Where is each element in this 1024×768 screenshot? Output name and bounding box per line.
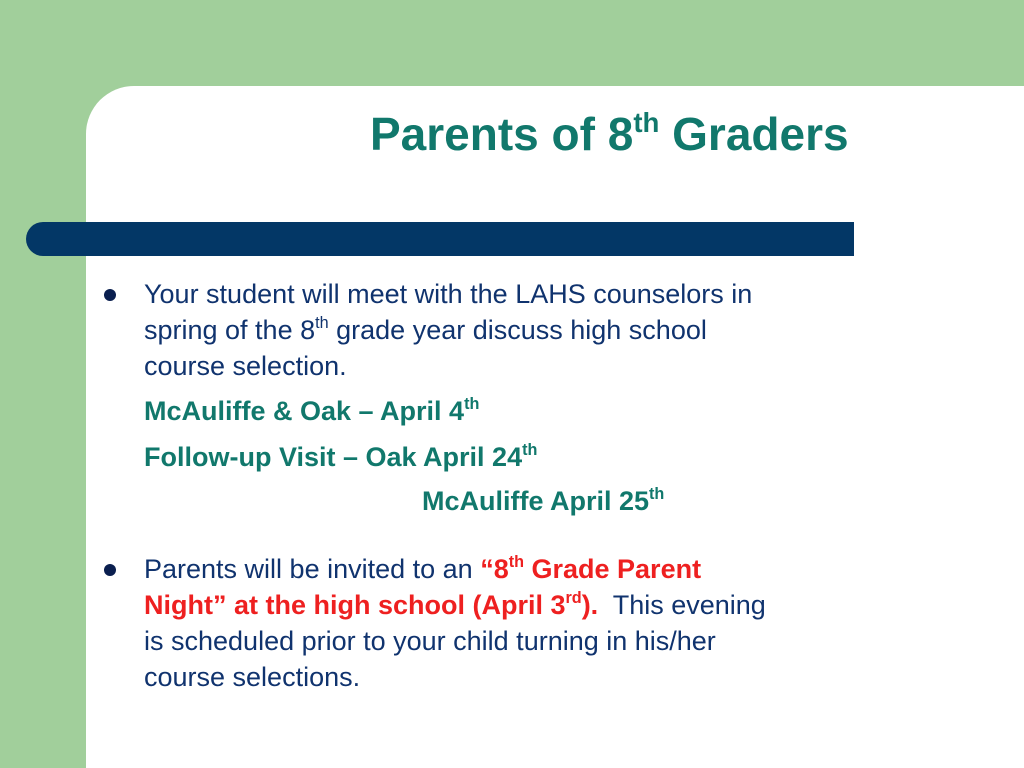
bullet-2-line-2-highlight — [144, 590, 598, 620]
highlight-close: ). — [581, 590, 599, 620]
schedule-item-1-text: McAuliffe & Oak – April 4 — [144, 396, 465, 426]
schedule-item-3-text: McAuliffe April 25 — [422, 486, 650, 516]
schedule-item-3 — [422, 483, 664, 519]
title-divider-bar — [26, 222, 854, 256]
highlight-grade-parent: Grade Parent — [524, 554, 702, 584]
highlight-open: “8 — [480, 554, 509, 584]
schedule-item-2-text: Follow-up Visit – Oak April 24 — [144, 442, 523, 472]
schedule-item-1-superscript: th — [464, 395, 480, 414]
schedule-item-2-superscript: th — [522, 441, 538, 460]
bullet-1-line-2-start: spring of the 8 — [144, 315, 316, 345]
title-suffix: Graders — [659, 108, 849, 160]
bullet-1-text — [144, 276, 944, 384]
bullet-2-line-1 — [144, 551, 944, 587]
bullet-1-line-2 — [144, 312, 944, 348]
slide-title — [370, 104, 990, 164]
title-superscript: th — [633, 107, 660, 139]
bullet-dot-1 — [104, 289, 116, 301]
bullet-1-superscript: th — [315, 314, 329, 333]
bullet-1-line-1: Your student will meet with the LAHS counselors in — [144, 279, 753, 309]
bullet-2-line-2 — [144, 587, 944, 623]
bullet-2-text — [144, 551, 944, 695]
highlight-superscript-2: rd — [565, 589, 582, 608]
bullet-2-line-1-plain: Parents will be invited to an — [144, 554, 481, 584]
bullet-dot-2 — [104, 564, 116, 576]
bullet-2-line-4: course selections. — [144, 662, 361, 692]
schedule-item-3-superscript: th — [649, 485, 665, 504]
bullet-1-line-3: course selection. — [144, 351, 347, 381]
title-prefix: Parents of 8 — [370, 108, 634, 160]
bullet-2-line-1-highlight — [480, 554, 701, 584]
bullet-2-line-2-plain: This evening — [598, 590, 766, 620]
bullet-2-line-3: is scheduled prior to your child turning in his/her — [144, 626, 716, 656]
schedule-item-2 — [144, 439, 537, 475]
schedule-item-1 — [144, 393, 479, 429]
bullet-1-line-2-end: grade year discuss high school — [328, 315, 707, 345]
highlight-night: Night” at the high school (April 3 — [144, 590, 566, 620]
highlight-superscript-1: th — [508, 553, 524, 572]
